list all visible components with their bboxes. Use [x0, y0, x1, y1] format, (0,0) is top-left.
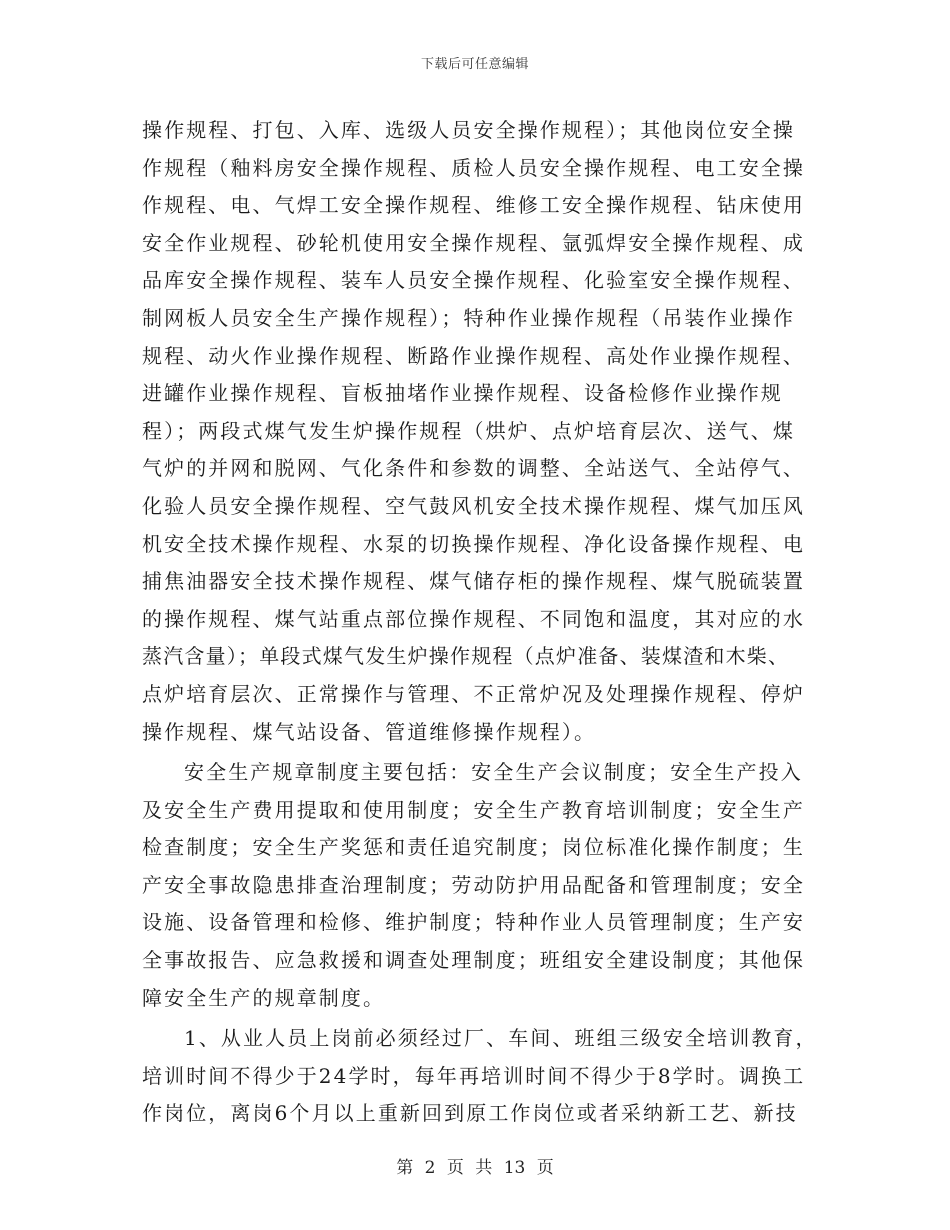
text-line: 捕焦油器安全技术操作规程、煤气储存柜的操作规程、煤气脱硫装置	[142, 569, 805, 594]
text-line: 设施、设备管理和检修、维护制度；特种作业人员管理制度；生产安	[142, 910, 805, 935]
text-line: 化验人员安全操作规程、空气鼓风机安全技术操作规程、煤气加压风	[142, 493, 805, 518]
text-line: 蒸汽含量）；单段式煤气发生炉操作规程（点炉准备、装煤渣和木柴、	[142, 644, 790, 669]
text-line: 操作规程、煤气站设备、管道维修操作规程）。	[142, 719, 597, 744]
text-line: 安全作业规程、砂轮机使用安全操作规程、氩弧焊安全操作规程、成	[142, 230, 805, 255]
text-line: 操作规程、打包、入库、选级人员安全操作规程）；其他岗位安全操	[142, 118, 795, 142]
text-line: 品库安全操作规程、装车人员安全操作规程、化验室安全操作规程、	[142, 268, 805, 293]
text-line: 及安全生产费用提取和使用制度；安全生产教育培训制度；安全生产	[142, 797, 805, 822]
text-line: 气炉的并网和脱网、气化条件和参数的调整、全站送气、全站停气、	[142, 456, 805, 481]
document-body	[142, 112, 818, 1133]
text-line: 作规程、电、气焊工安全操作规程、维修工安全操作规程、钻床使用	[142, 193, 805, 218]
text-line: 点炉培育层次、正常操作与管理、不正常炉况及处理操作规程、停炉	[142, 681, 805, 706]
text-line: 培训时间不得少于24学时，每年再培训时间不得少于8学时。调换工	[142, 1063, 806, 1088]
text-line: 全事故报告、应急救援和调查处理制度；班组安全建设制度；其他保	[142, 948, 805, 973]
paragraph-first-line: 1、从业人员上岗前必须经过厂、车间、班组三级安全培训教育，	[184, 1026, 818, 1051]
text-line: 作规程（釉料房安全操作规程、质检人员安全操作规程、电工安全操	[142, 155, 805, 180]
text-line: 制网板人员安全生产操作规程）；特种作业操作规程（吊装作业操作	[142, 305, 795, 330]
text-line: 机安全技术操作规程、水泵的切换操作规程、净化设备操作规程、电	[142, 531, 805, 556]
text-line: 检查制度；安全生产奖惩和责任追究制度；岗位标准化操作制度；生	[142, 835, 805, 860]
text-line: 障安全生产的规章制度。	[142, 985, 386, 1010]
text-line: 进罐作业操作规程、盲板抽堵作业操作规程、设备检修作业操作规	[142, 381, 783, 406]
text-line: 程）；两段式煤气发生炉操作规程（烘炉、点炉培育层次、送气、煤	[142, 418, 795, 443]
text-line: 产安全事故隐患排查治理制度；劳动防护用品配备和管理制度；安全	[142, 872, 805, 897]
text-line: 规程、动火作业操作规程、断路作业操作规程、高处作业操作规程、	[142, 343, 805, 368]
paragraph-first-line: 安全生产规章制度主要包括：安全生产会议制度；安全生产投入	[184, 760, 803, 785]
text-line: 的操作规程、煤气站重点部位操作规程、不同饱和温度，其对应的水	[142, 606, 805, 631]
page-number-footer: 第 2 页 共 13 页	[396, 1158, 554, 1178]
text-line: 作岗位，离岗6个月以上重新回到原工作岗位或者采纳新工艺、新技	[142, 1101, 798, 1126]
page-header-note: 下载后可任意编辑	[420, 57, 529, 72]
